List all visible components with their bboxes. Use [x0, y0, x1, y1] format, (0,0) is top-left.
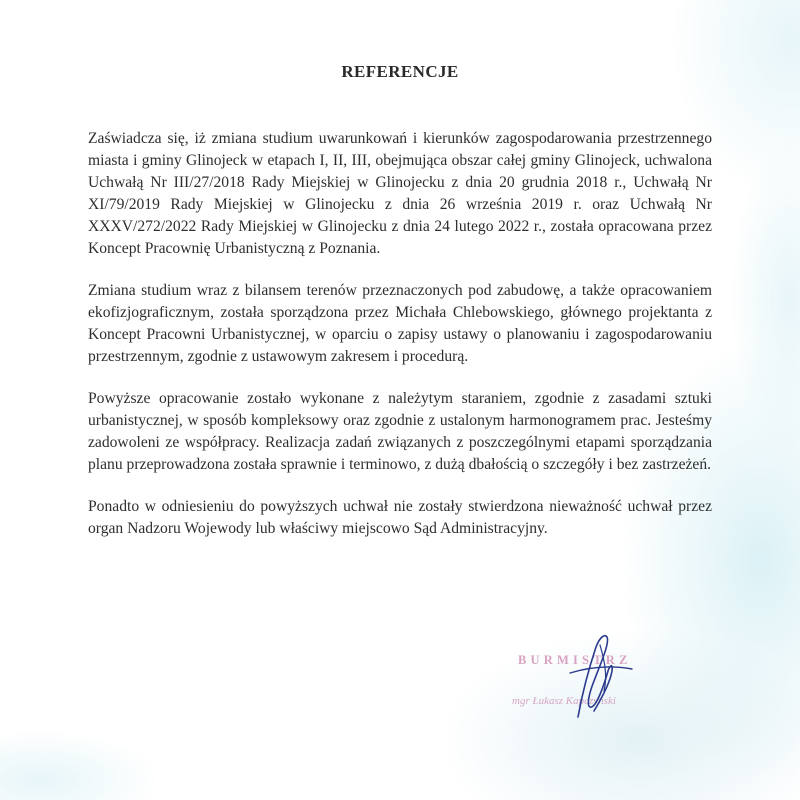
paragraph-2: Zmiana studium wraz z bilansem terenów przeznaczonych pod zabudowę, a także opracowaniem ekofizjograficznym, została sporządzona przez Michała Chlebowskiego, głównego projektanta z Koncept Pracowni Urbanistycznej, w oparciu o zapisy ustawy o planowaniu i zagospodarowaniu przestrzennym, zgodnie z ustawowym zakresem i procedurą.: [88, 282, 712, 365]
paragraph-3: Powyższe opracowanie zostało wykonane z należytym staraniem, zgodnie z zasadami sztuki urbanistycznej, w sposób kompleksowy oraz zgodnie z ustalonym harmonogramem prac. Jesteśmy zadowoleni ze współpracy. Realizacja zadań związanych z poszczególnymi etapami sporządzania planu przeprowadzona została sprawnie i terminowo, z dużą dbałością o szczegóły i bez zastrzeżeń.: [88, 390, 712, 473]
paragraph-1: Zaświadcza się, iż zmiana studium uwarunkowań i kierunków zagospodarowania przestrzennego miasta i gminy Glinojeck w etapach I, II, III, obejmująca obszar całej gminy Glinojeck, uchwalona Uchwałą Nr III/27/2018 Rady Miejskiej w Glinojecku z dnia 20 grudnia 2018 r., Uchwałą Nr XI/79/2019 Rady Miejskiej w Glinojecku z dnia 26 września 2019 r. oraz Uchwałą Nr XXXV/272/2022 Rady Miejskiej w Glinojecku z dnia 24 lutego 2022 r., została opracowana przez Koncept Pracownię Urbanistyczną z Poznania.: [88, 130, 712, 257]
document-body: [88, 128, 712, 560]
stamp-role: BURMISTRZ: [518, 653, 632, 667]
handwritten-signature: [500, 625, 700, 725]
signature-block: [500, 625, 700, 725]
stamp-name: mgr Łukasz Kapczyński: [512, 695, 616, 707]
paragraph-4: Ponadto w odniesieniu do powyższych uchwał nie zostały stwierdzona nieważność uchwał przez organ Nadzoru Wojewody lub właściwy miejscowo Sąd Administracyjny.: [88, 498, 712, 537]
document-title: REFERENCJE: [341, 62, 459, 81]
